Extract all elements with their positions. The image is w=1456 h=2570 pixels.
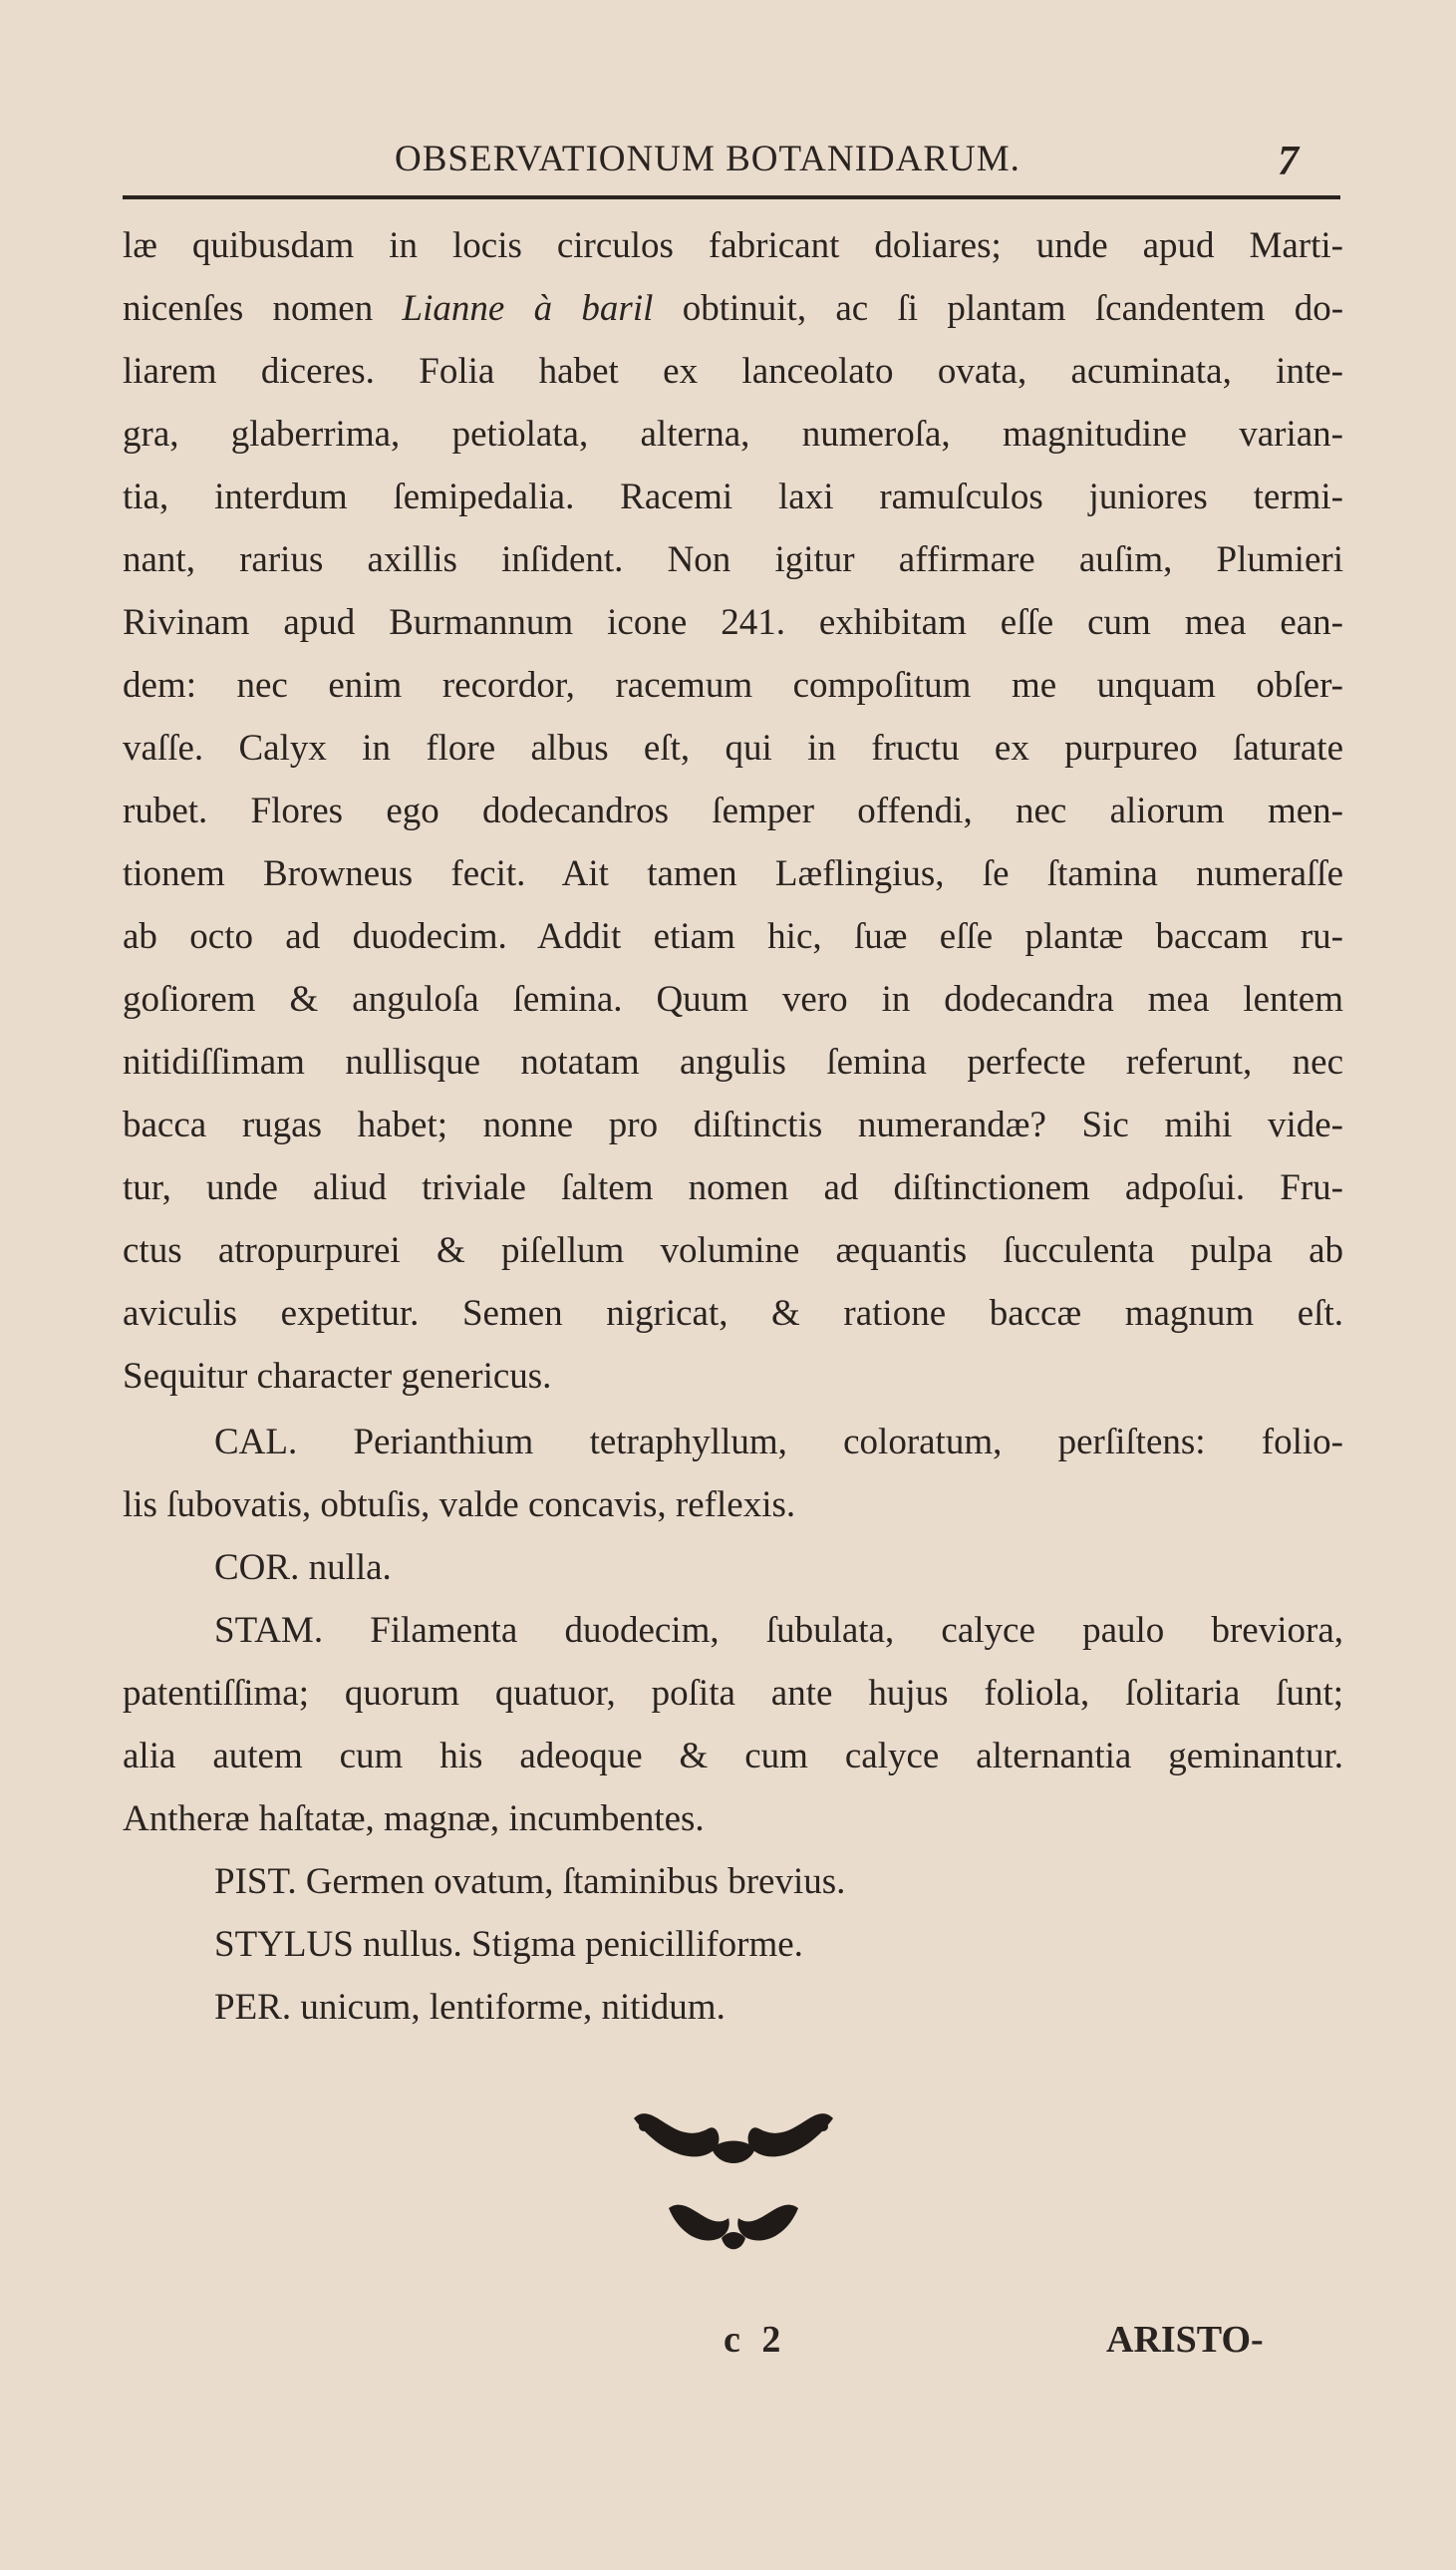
header-rule [123,195,1340,199]
text-fragment: obtinuit, ac ſi plantam ſcandentem do- [682,288,1344,329]
text-line: liarem diceres. Folia habet ex lanceolato ovata, acuminata, inte- [123,351,1343,392]
character-line: COR. nulla. [214,1547,392,1588]
signature-mark: c 2 [724,2319,787,2361]
character-line: PER. unicum, lentiforme, nitidum. [214,1987,726,2028]
text-line: tia, interdum ſemipedalia. Racemi laxi ramuſculos juniores termi- [123,477,1343,517]
floral-ornament-icon [614,2088,853,2278]
text-line: goſiorem & anguloſa ſemina. Quum vero in dodecandra mea lentem [123,979,1343,1020]
text-line: aviculis expetitur. Semen nigricat, & ratione baccæ magnum eſt. [123,1293,1343,1334]
page-number: 7 [1278,139,1299,184]
text-line: ab octo ad duodecim. Addit etiam hic, ſuæ eſſe plantæ baccam ru- [123,916,1343,957]
character-line: STAM. Filamenta duodecim, ſubulata, calyce paulo breviora, [214,1610,1343,1651]
running-title: OBSERVATIONUM BOTANIDARUM. [395,139,1020,179]
text-line: nitidiſſimam nullisque notatam angulis ſemina perfecte referunt, nec [123,1042,1343,1083]
text-line: tur, unde aliud triviale ſaltem nomen ad diſtinctionem adpoſui. Fru- [123,1167,1343,1208]
text-line: vaſſe. Calyx in flore albus eſt, qui in fructu ex purpureo ſaturate [123,728,1343,769]
text-line: Rivinam apud Burmannum icone 241. exhibitam eſſe cum mea ean- [123,602,1343,643]
text-line: nant, rarius axillis inſident. Non igitur affirmare auſim, Plumieri [123,539,1343,580]
text-line: dem: nec enim recordor, racemum compoſitum me unquam obſer- [123,665,1343,706]
running-head [120,138,1345,187]
character-line: lis ſubovatis, obtuſis, valde concavis, reflexis. [123,1484,796,1525]
catchword: ARISTO- [1106,2319,1264,2361]
italic-plant-name: Lianne à baril [402,288,654,329]
body-text [123,214,1343,2039]
character-line: PIST. Germen ovatum, ſtaminibus brevius. [214,1861,846,1902]
text-line: læ quibusdam in locis circulos fabricant doliares; unde apud Marti- [123,225,1343,266]
text-line: tionem Browneus fecit. Ait tamen Læflingius, ſe ſtamina numeraſſe [123,853,1343,894]
page-footer [120,2318,1345,2378]
text-line: rubet. Flores ego dodecandros ſemper offendi, nec aliorum men- [123,791,1343,831]
character-line: CAL. Perianthium tetraphyllum, coloratum, perſiſtens: folio- [214,1422,1343,1462]
text-line: ctus atropurpurei & piſellum volumine æquantis ſucculenta pulpa ab [123,1230,1343,1271]
character-line: patentiſſima; quorum quatuor, poſita ante hujus foliola, ſolitaria ſunt; [123,1673,1343,1714]
text-fragment: nicenſes nomen [123,288,374,329]
text-line: Sequitur character genericus. [123,1356,552,1397]
character-line: alia autem cum his adeoque & cum calyce alternantia geminantur. [123,1736,1343,1776]
character-line: Antheræ haſtatæ, magnæ, incumbentes. [123,1798,705,1839]
character-line: STYLUS nullus. Stigma penicilliforme. [214,1924,803,1965]
generic-character [123,1411,1343,2039]
text-line: bacca rugas habet; nonne pro diſtinctis numerandæ? Sic mihi vide- [123,1105,1343,1145]
text-line: gra, glaberrima, petiolata, alterna, numeroſa, magnitudine varian- [123,414,1343,455]
text-line [123,277,1343,340]
